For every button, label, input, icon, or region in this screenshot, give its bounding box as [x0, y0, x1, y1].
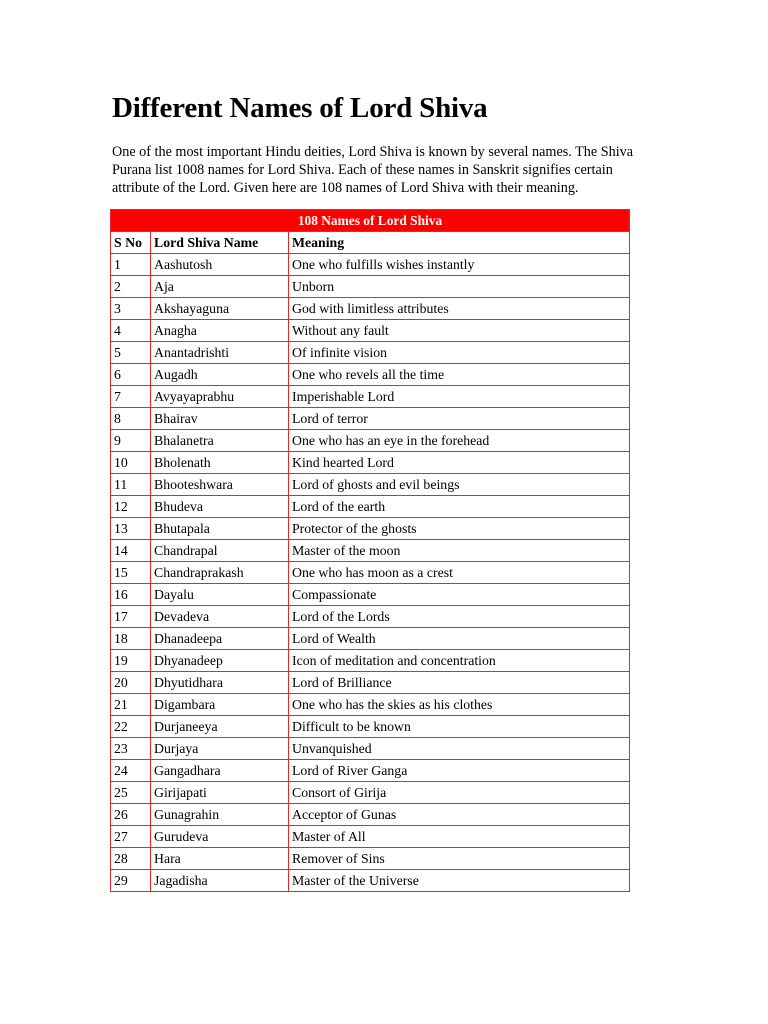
cell-meaning: Lord of the earth: [289, 496, 630, 518]
cell-sno: 16: [111, 584, 151, 606]
table-row: [111, 694, 630, 716]
table-row: [111, 738, 630, 760]
cell-meaning: Unvanquished: [289, 738, 630, 760]
cell-sno: 14: [111, 540, 151, 562]
cell-meaning: Remover of Sins: [289, 848, 630, 870]
table-row: [111, 716, 630, 738]
cell-sno: 26: [111, 804, 151, 826]
cell-sno: 7: [111, 386, 151, 408]
cell-sno: 3: [111, 298, 151, 320]
cell-sno: 20: [111, 672, 151, 694]
page-title: Different Names of Lord Shiva: [112, 92, 488, 124]
cell-meaning: Without any fault: [289, 320, 630, 342]
cell-shiva-name: Bhudeva: [151, 496, 289, 518]
table-row: [111, 584, 630, 606]
cell-shiva-name: Jagadisha: [151, 870, 289, 892]
cell-sno: 18: [111, 628, 151, 650]
cell-shiva-name: Durjaneeya: [151, 716, 289, 738]
table-row: [111, 408, 630, 430]
cell-meaning: One who has moon as a crest: [289, 562, 630, 584]
cell-meaning: Protector of the ghosts: [289, 518, 630, 540]
table-row: [111, 364, 630, 386]
table-row: [111, 474, 630, 496]
table-row: [111, 848, 630, 870]
cell-meaning: Consort of Girija: [289, 782, 630, 804]
cell-sno: 25: [111, 782, 151, 804]
cell-sno: 23: [111, 738, 151, 760]
names-table: [110, 209, 630, 892]
cell-sno: 5: [111, 342, 151, 364]
cell-meaning: Imperishable Lord: [289, 386, 630, 408]
column-header-meaning: Meaning: [289, 232, 630, 254]
cell-shiva-name: Hara: [151, 848, 289, 870]
cell-shiva-name: Gangadhara: [151, 760, 289, 782]
cell-meaning: Of infinite vision: [289, 342, 630, 364]
cell-meaning: Difficult to be known: [289, 716, 630, 738]
cell-shiva-name: Avyayaprabhu: [151, 386, 289, 408]
table-row: [111, 386, 630, 408]
table-row: [111, 298, 630, 320]
cell-shiva-name: Bholenath: [151, 452, 289, 474]
table-row: [111, 254, 630, 276]
table-row: [111, 496, 630, 518]
cell-sno: 2: [111, 276, 151, 298]
table-row: [111, 760, 630, 782]
table-caption-row: [111, 210, 630, 232]
cell-meaning: Kind hearted Lord: [289, 452, 630, 474]
cell-meaning: Master of the moon: [289, 540, 630, 562]
cell-shiva-name: Girijapati: [151, 782, 289, 804]
cell-sno: 27: [111, 826, 151, 848]
cell-shiva-name: Bhairav: [151, 408, 289, 430]
table-header-row: [111, 232, 630, 254]
intro-paragraph: One of the most important Hindu deities, Lord Shiva is known by several names. The Shiva Purana list 1008 names for Lord Shiva. Each of these names in Sanskrit signifies certain attribute of the Lord. Given here are 108 names of Lord Shiva with their meaning.: [112, 144, 634, 196]
cell-shiva-name: Dhyutidhara: [151, 672, 289, 694]
table-row: [111, 276, 630, 298]
table-row: [111, 430, 630, 452]
table-row: [111, 342, 630, 364]
cell-sno: 19: [111, 650, 151, 672]
table-row: [111, 606, 630, 628]
cell-sno: 1: [111, 254, 151, 276]
cell-sno: 6: [111, 364, 151, 386]
table-caption: 108 Names of Lord Shiva: [111, 210, 630, 232]
cell-shiva-name: Bhalanetra: [151, 430, 289, 452]
cell-shiva-name: Chandraprakash: [151, 562, 289, 584]
cell-sno: 22: [111, 716, 151, 738]
table-row: [111, 540, 630, 562]
cell-shiva-name: Chandrapal: [151, 540, 289, 562]
cell-meaning: Unborn: [289, 276, 630, 298]
cell-meaning: Lord of ghosts and evil beings: [289, 474, 630, 496]
cell-shiva-name: Dhanadeepa: [151, 628, 289, 650]
cell-shiva-name: Aashutosh: [151, 254, 289, 276]
table-body: [111, 254, 630, 892]
cell-shiva-name: Dayalu: [151, 584, 289, 606]
cell-sno: 9: [111, 430, 151, 452]
cell-meaning: Master of All: [289, 826, 630, 848]
cell-meaning: Icon of meditation and concentration: [289, 650, 630, 672]
cell-sno: 24: [111, 760, 151, 782]
cell-sno: 8: [111, 408, 151, 430]
cell-shiva-name: Aja: [151, 276, 289, 298]
cell-meaning: Lord of terror: [289, 408, 630, 430]
cell-shiva-name: Akshayaguna: [151, 298, 289, 320]
table-row: [111, 320, 630, 342]
cell-meaning: One who has the skies as his clothes: [289, 694, 630, 716]
table-row: [111, 782, 630, 804]
cell-meaning: One who revels all the time: [289, 364, 630, 386]
cell-meaning: Lord of Brilliance: [289, 672, 630, 694]
cell-shiva-name: Gurudeva: [151, 826, 289, 848]
table-row: [111, 826, 630, 848]
cell-shiva-name: Durjaya: [151, 738, 289, 760]
cell-sno: 11: [111, 474, 151, 496]
table-row: [111, 870, 630, 892]
cell-meaning: Master of the Universe: [289, 870, 630, 892]
table-row: [111, 562, 630, 584]
cell-meaning: God with limitless attributes: [289, 298, 630, 320]
cell-meaning: Acceptor of Gunas: [289, 804, 630, 826]
document-page: [112, 92, 634, 888]
cell-shiva-name: Augadh: [151, 364, 289, 386]
cell-meaning: Lord of Wealth: [289, 628, 630, 650]
cell-sno: 17: [111, 606, 151, 628]
cell-meaning: Lord of the Lords: [289, 606, 630, 628]
cell-shiva-name: Bhutapala: [151, 518, 289, 540]
cell-sno: 13: [111, 518, 151, 540]
cell-sno: 21: [111, 694, 151, 716]
cell-sno: 28: [111, 848, 151, 870]
table-row: [111, 672, 630, 694]
cell-shiva-name: Devadeva: [151, 606, 289, 628]
cell-shiva-name: Dhyanadeep: [151, 650, 289, 672]
cell-shiva-name: Gunagrahin: [151, 804, 289, 826]
table-row: [111, 518, 630, 540]
cell-shiva-name: Digambara: [151, 694, 289, 716]
cell-sno: 4: [111, 320, 151, 342]
table-row: [111, 628, 630, 650]
cell-shiva-name: Bhooteshwara: [151, 474, 289, 496]
cell-sno: 15: [111, 562, 151, 584]
cell-sno: 12: [111, 496, 151, 518]
column-header-sno: S No: [111, 232, 151, 254]
cell-meaning: Lord of River Ganga: [289, 760, 630, 782]
cell-shiva-name: Anagha: [151, 320, 289, 342]
table-row: [111, 804, 630, 826]
cell-sno: 10: [111, 452, 151, 474]
cell-shiva-name: Anantadrishti: [151, 342, 289, 364]
cell-meaning: Compassionate: [289, 584, 630, 606]
table-row: [111, 650, 630, 672]
table-row: [111, 452, 630, 474]
cell-meaning: One who fulfills wishes instantly: [289, 254, 630, 276]
cell-meaning: One who has an eye in the forehead: [289, 430, 630, 452]
cell-sno: 29: [111, 870, 151, 892]
column-header-name: Lord Shiva Name: [151, 232, 289, 254]
